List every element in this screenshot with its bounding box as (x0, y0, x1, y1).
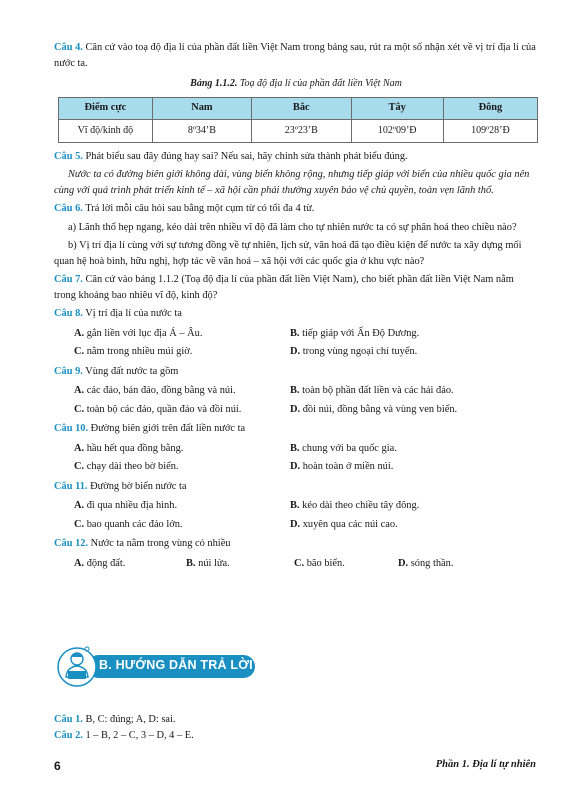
question-12-options (74, 556, 538, 572)
option-a: A. các đảo, bán đảo, đồng bằng và núi. (74, 385, 236, 396)
section-b-heading (53, 643, 273, 687)
option-b: B. kéo dài theo chiều tây đông. (290, 500, 420, 511)
question-10: Câu 10. Đường biên giới trên đất liền nước ta (54, 423, 246, 434)
option-c: C. chạy dài theo bờ biển. (74, 461, 179, 472)
question-6: Câu 6. Trả lời mỗi câu hỏi sau bằng một cụm từ có tối đa 4 từ. (54, 203, 315, 214)
table-row (59, 119, 538, 142)
question-11: Câu 11. Đường bờ biển nước ta (54, 480, 187, 492)
option-b: B. núi lửa. (186, 557, 230, 569)
question-content (54, 40, 538, 575)
answer-1: Câu 1. B, C: đúng; A, D: sai. (54, 714, 176, 725)
question-5-statement: Nước ta có đường biên giới không dài, vùng biển không rộng, nhưng tiếp giáp với biển của nhiều quốc gia nên cùng với quá trình phát triển kinh tế – xã hội cần phải thường xuyên bảo vệ chủ quyền, toàn vẹn lãnh thổ. (54, 169, 530, 196)
section-b-title: B. HƯỚNG DẪN TRẢ LỜI (99, 658, 253, 672)
question-12: Câu 12. Nước ta nằm trong vùng có nhiều (54, 538, 231, 549)
question-9-options (74, 383, 538, 417)
question-10-options (74, 441, 538, 475)
option-d: D. trong vùng ngoại chí tuyến. (290, 346, 418, 357)
running-footer: Phần 1. Địa lí tự nhiên (435, 759, 536, 770)
option-c: C. bao quanh các đảo lớn. (74, 518, 183, 530)
question-6-b: b) Vị trí địa lí cùng với sự tương đồng về tự nhiên, lịch sử, văn hoá đã tạo điều kiện để nước ta xây dựng mối quan hệ hoà bình, hữu nghị, hợp tác về văn hoá – xã hội với các quốc gia ở khu vực nào? (54, 240, 522, 267)
answers-list (54, 712, 538, 743)
option-c: C. toàn bộ các đảo, quần đảo và đồi núi. (74, 403, 242, 415)
option-a: A. hầu hết qua đồng bằng. (74, 442, 184, 454)
question-11-options (74, 498, 538, 532)
option-d: D. hoàn toàn ở miền núi. (290, 461, 394, 472)
question-5: Câu 5. Phát biểu sau đây đúng hay sai? Nếu sai, hãy chỉnh sửa thành phát biểu đúng. (54, 150, 408, 162)
option-b: B. chung với ba quốc gia. (290, 442, 397, 454)
option-a: A. gắn liền với lục địa Á – Âu. (74, 327, 203, 339)
page-number: 6 (54, 759, 61, 773)
student-laptop-icon (53, 643, 99, 689)
option-d: D. đồi núi, đồng bằng và vùng ven biển. (290, 403, 458, 415)
table-caption: Bảng 1.1.2. Toạ độ địa lí của phần đất liền Việt Nam (190, 78, 402, 89)
question-6-a: a) Lãnh thổ hẹp ngang, kéo dài trên nhiều vĩ độ đã làm cho tự nhiên nước ta có sự phân hoá theo chiều nào? (68, 221, 517, 233)
question-8: Câu 8. Vị trí địa lí của nước ta (54, 308, 182, 319)
coordinates-table (58, 97, 538, 143)
table-header: Nam (152, 97, 251, 119)
answer-2: Câu 2. 1 – B, 2 – C, 3 – D, 4 – E. (54, 729, 194, 741)
option-a: A. động đất. (74, 557, 126, 569)
table-header: Tây (351, 97, 443, 119)
option-b: B. toàn bộ phần đất liền và các hải đảo. (290, 385, 454, 396)
option-d: D. xuyên qua các núi cao. (290, 518, 398, 530)
option-b: B. tiếp giáp với Ấn Độ Dương. (290, 327, 420, 339)
option-c: C. nằm trong nhiều múi giờ. (74, 346, 193, 357)
question-7: Câu 7. Căn cứ vào bảng 1.1.2 (Toạ độ địa lí của phần đất liền Việt Nam), cho biết phần đất liền Việt Nam nằm trong khoảng bao nhiêu vĩ độ, kinh độ? (54, 274, 514, 301)
question-9: Câu 9. Vùng đất nước ta gồm (54, 365, 179, 377)
table-header: Điểm cực (59, 97, 153, 119)
table-cell: 102º09’Đ (351, 119, 443, 142)
table-cell: 23º23’B (252, 119, 352, 142)
option-a: A. đi qua nhiều địa hình. (74, 500, 178, 511)
option-d: D. sóng thần. (398, 557, 454, 569)
table-header-row (59, 97, 538, 119)
table-header: Đông (443, 97, 537, 119)
question-4: Câu 4. Căn cứ vào toạ độ địa lí của phần đất liền Việt Nam trong bảng sau, rút ra một số nhận xét về vị trí địa lí của nước ta. (54, 42, 536, 69)
table-cell: 8º34’B (152, 119, 251, 142)
table-cell: 109º28’Đ (443, 119, 537, 142)
table-cell: Vĩ độ/kinh độ (59, 119, 153, 142)
table-header: Bắc (252, 97, 352, 119)
option-c: C. bão biển. (294, 557, 345, 569)
question-8-options (74, 326, 538, 360)
